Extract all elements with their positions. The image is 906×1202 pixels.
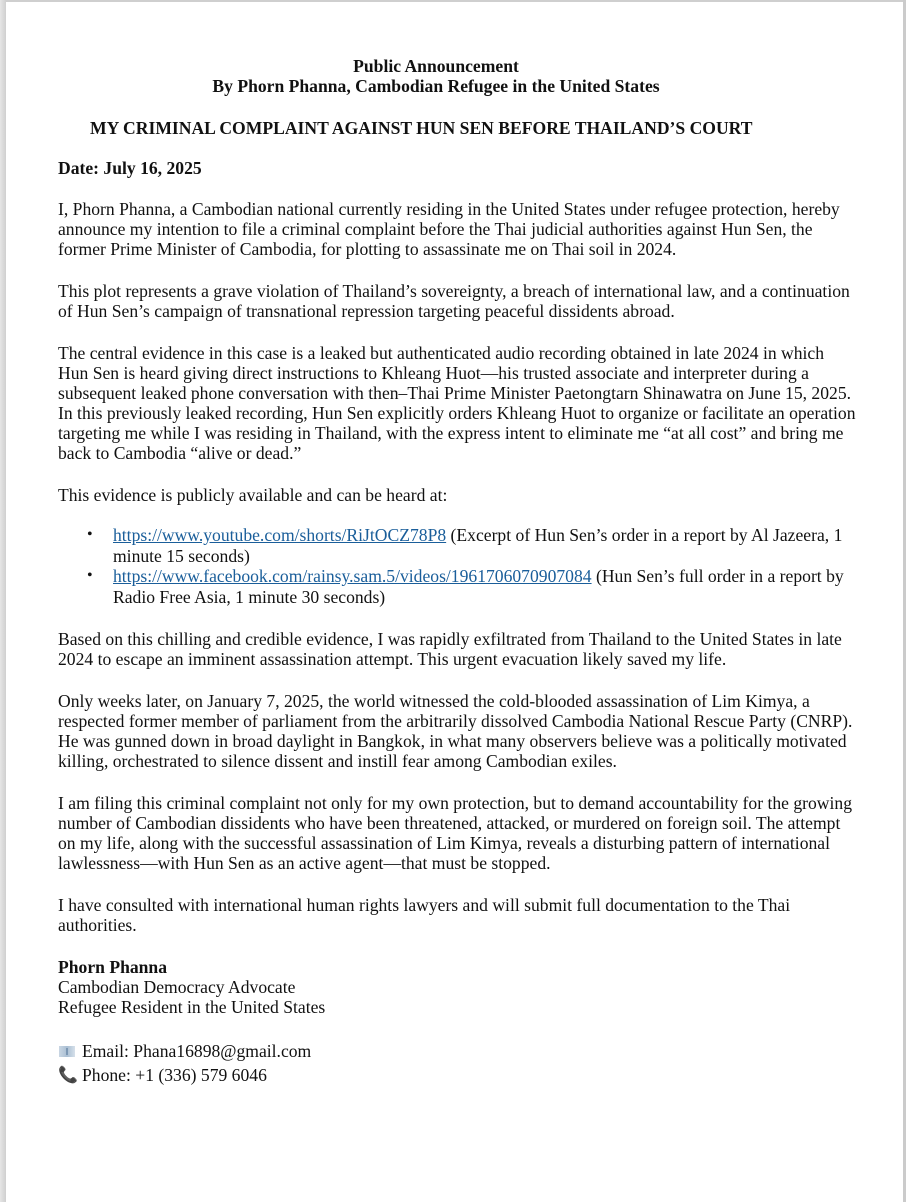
document-header <box>58 56 814 96</box>
paragraph-accountability: I am filing this criminal complaint not only for my own protection, but to demand accountability for the growing number of Cambodian dissidents who have been threatened, attacked, or murdered on foreign soil. The attempt on my life, along with the successful assassination of Lim Kimya, reveals a disturbing pattern of international lawlessness—with Hun Sen as an active agent—that must be stopped. <box>58 793 852 873</box>
bullet-icon: • <box>87 567 93 584</box>
signature-name: Phorn Phanna <box>58 957 168 977</box>
document-date: Date: July 16, 2025 <box>58 158 202 178</box>
signature-role: Cambodian Democracy Advocate <box>58 977 296 997</box>
document-title: Public Announcement <box>353 56 519 76</box>
signature-status: Refugee Resident in the United States <box>58 997 326 1017</box>
paragraph-intro: I, Phorn Phanna, a Cambodian national currently residing in the United States under refugee protection, hereby announce my intention to file a criminal complaint before the Thai judicial authorities against Hun Sen, the former Prime Minister of Cambodia, for plotting to assassinate me on Thai soil in 2024. <box>58 199 840 259</box>
document-subtitle: By Phorn Phanna, Cambodian Refugee in the United States <box>212 76 660 96</box>
page-frame-top <box>0 0 906 2</box>
page-frame-left <box>0 0 6 1202</box>
facebook-link[interactable]: https://www.facebook.com/rainsy.sam.5/videos/1961706070907084 <box>113 566 592 586</box>
contact-email-row <box>58 1039 858 1063</box>
paragraph-lawyers: I have consulted with international human rights lawyers and will submit full documentation to the Thai authorities. <box>58 895 791 935</box>
youtube-link[interactable]: https://www.youtube.com/shorts/RiJtOCZ78P8 <box>113 525 447 545</box>
signature-block <box>58 957 858 1017</box>
paragraph-exfiltration: Based on this chilling and credible evidence, I was rapidly exfiltrated from Thailand to the United States in late 2024 to escape an imminent assassination attempt. This urgent evacuation likely saved my life. <box>58 629 842 669</box>
evidence-link-item <box>58 566 858 607</box>
paragraph-violation: This plot represents a grave violation of Thailand’s sovereignty, a breach of international law, and a continuation of Hun Sen’s campaign of transnational repression targeting peaceful dissidents abroad. <box>58 281 850 321</box>
phone-icon: 📞 <box>58 1065 78 1084</box>
paragraph-evidence-available: This evidence is publicly available and can be heard at: <box>58 485 448 505</box>
bullet-icon: • <box>87 526 93 543</box>
evidence-links-list <box>58 525 858 607</box>
contact-phone-row <box>58 1063 858 1087</box>
link-description: (Excerpt of Hun Sen’s order in a report by Al Jazeera, 1 minute 15 seconds) <box>113 525 843 566</box>
paragraph-lim-kimya: Only weeks later, on January 7, 2025, the world witnessed the cold-blooded assassination of Lim Kimya, a respected former member of parliament from the arbitrarily dissolved Cambodia National Rescue Party (CNRP). He was gunned down in broad daylight in Bangkok, in what many observers believe was a politically motivated killing, orchestrated to silence dissent and instill fear among Cambodian exiles. <box>58 691 853 771</box>
evidence-link-item <box>58 525 858 566</box>
contact-block <box>58 1039 858 1087</box>
contact-phone[interactable]: Phone: +1 (336) 579 6046 <box>82 1065 267 1085</box>
paragraph-evidence: The central evidence in this case is a leaked but authenticated audio recording obtained in late 2024 in which Hun Sen is heard giving direct instructions to Khleang Huot—his trusted associate and interpreter during a subsequent leaked phone conversation with then–Thai Prime Minister Paetongtarn Shinawatra on June 15, 2025. In this previously leaked recording, Hun Sen explicitly orders Khleang Huot to organize or facilitate an operation targeting me while I was residing in Thailand, with the express intent to eliminate me “at all cost” and bring me back to Cambodia “alive or dead.” <box>58 343 856 463</box>
contact-email[interactable]: Email: Phana16898@gmail.com <box>82 1041 312 1061</box>
link-description: (Hun Sen’s full order in a report by Radio Free Asia, 1 minute 30 seconds) <box>113 566 844 607</box>
document-headline: MY CRIMINAL COMPLAINT AGAINST HUN SEN BEFORE THAILAND’S COURT <box>90 118 753 138</box>
document-page <box>58 56 858 1087</box>
email-icon <box>59 1046 75 1057</box>
